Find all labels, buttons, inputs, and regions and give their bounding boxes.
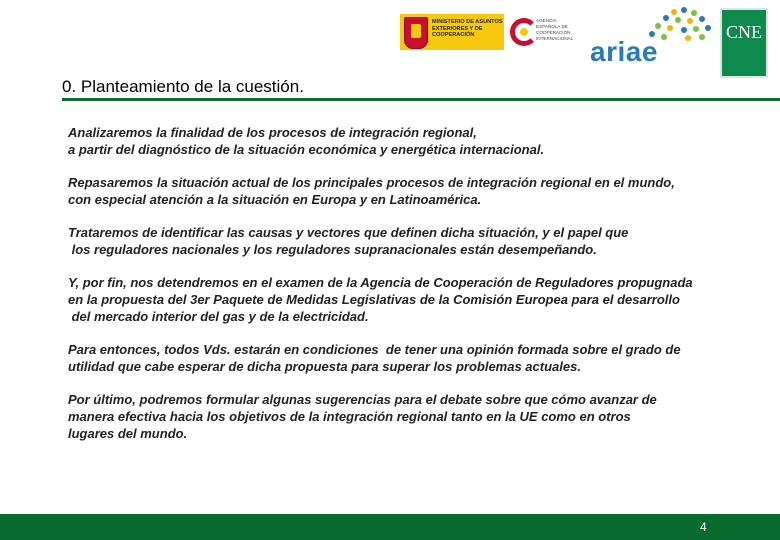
slide-body: [68, 124, 768, 458]
paragraph-1: Analizaremos la finalidad de los procesos de integración regional, a partir del diagnóstico de la situación económica y energética internacional.: [68, 125, 545, 157]
ministerio-logo: [400, 14, 504, 50]
spain-coat-of-arms-icon: [404, 17, 428, 49]
page-number: 4: [700, 520, 707, 534]
ariae-logo-text: ariae: [590, 36, 658, 67]
paragraph-4: Y, por fin, nos detendremos en el examen de la Agencia de Cooperación de Reguladores propugnada en la propuesta del 3er Paquete de Medidas Legislativas de la Comisión Europea para el desarrollo del mercado interior del gas y de la electricidad.: [68, 275, 693, 324]
aecid-logo-text: AGENCIA ESPAÑOLA DE COOPERACIÓN INTERNACIONAL: [536, 18, 574, 41]
cne-logo: [720, 8, 768, 78]
aecid-logo: [510, 16, 576, 50]
ministerio-logo-text: MINISTERIO DE ASUNTOS EXTERIORES Y DE COOPERACIÓN: [432, 19, 503, 39]
title-divider: [62, 98, 780, 101]
paragraph-3: Trataremos de identificar las causas y vectores que definen dicha situación, y el papel que los reguladores nacionales y los reguladores supranacionales están desempeñando.: [68, 225, 629, 257]
footer-bar: [0, 514, 780, 540]
ariae-logo: [588, 6, 714, 70]
slide-title: 0. Planteamiento de la cuestión.: [62, 77, 304, 96]
paragraph-2: Repasaremos la situación actual de los principales procesos de integración regional en el mundo, con especial atención a la situación en Europa y en Latinoamérica.: [68, 175, 675, 207]
paragraph-6: Por último, podremos formular algunas sugerencias para el debate sobre que cómo avanzar de manera efectiva hacia los objetivos de la integración regional tanto en la UE como en otros lugares del mundo.: [68, 392, 657, 441]
cne-logo-text: CNE: [726, 22, 762, 42]
aecid-ring-icon: [510, 18, 538, 46]
paragraph-5: Para entonces, todos Vds. estarán en condiciones de tener una opinión formada sobre el grado de utilidad que cabe esperar de dicha propuesta para superar los problemas actuales.: [68, 342, 681, 374]
